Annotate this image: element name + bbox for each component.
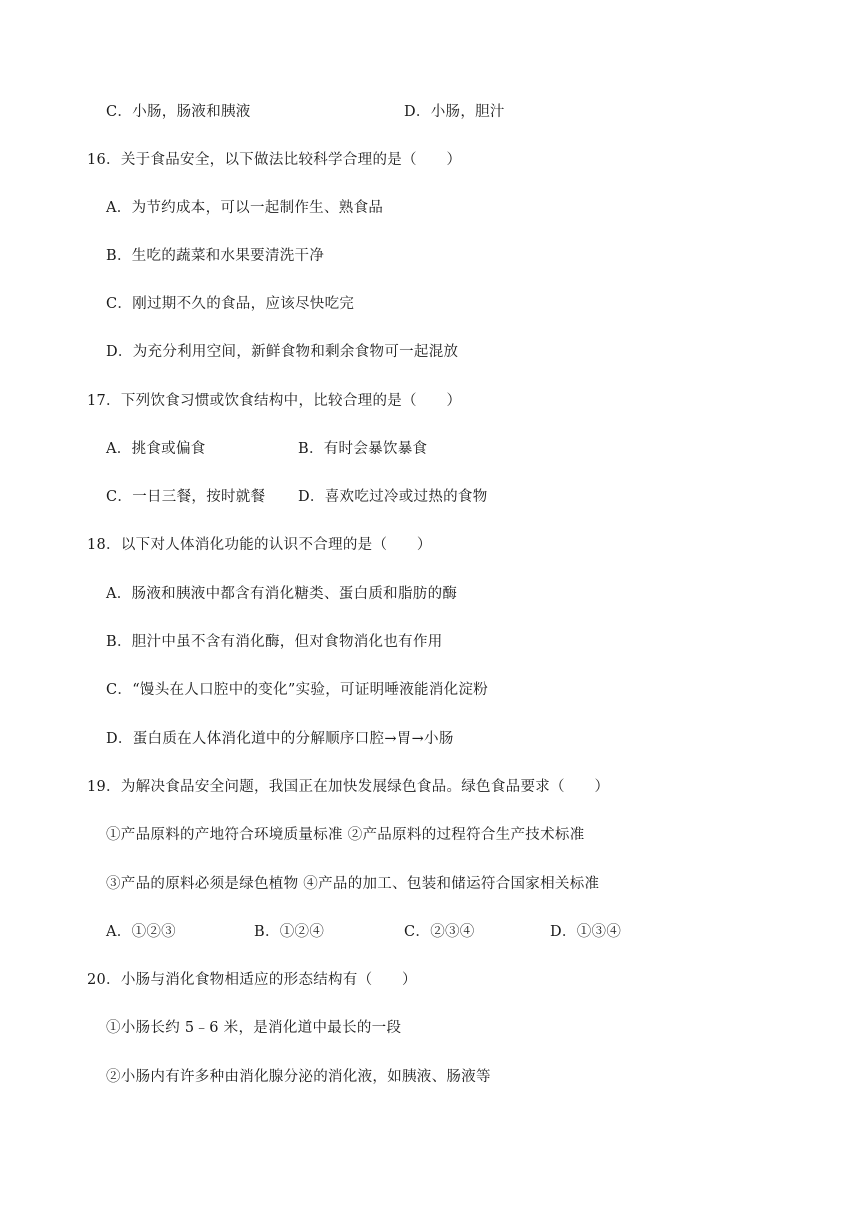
- q15-option-d: D．小肠，胆汁: [404, 104, 505, 120]
- q18-option-b: B．胆汁中虽不含有消化酶，但对食物消化也有作用: [106, 634, 443, 650]
- q19-statement-3-4: ③产品的原料必须是绿色植物 ④产品的加工、包装和储运符合国家相关标准: [106, 876, 600, 892]
- q20-stem: 20．小肠与消化食物相适应的形态结构有（ ）: [87, 972, 417, 988]
- q16-option-b: B．生吃的蔬菜和水果要清洗干净: [106, 248, 325, 264]
- q18-option-c: C．“馒头在人口腔中的变化”实验，可证明唾液能消化淀粉: [106, 682, 489, 698]
- q18-stem: 18．以下对人体消化功能的认识不合理的是（ ）: [87, 537, 432, 553]
- q19-option-b: B．①②④: [254, 924, 325, 940]
- q15-option-c: C．小肠，肠液和胰液: [106, 104, 251, 120]
- q16-option-d: D．为充分利用空间，新鲜食物和剩余食物可一起混放: [106, 344, 459, 360]
- q18-option-a: A．肠液和胰液中都含有消化糖类、蛋白质和脂肪的酶: [106, 586, 458, 602]
- q16-stem: 16．关于食品安全，以下做法比较科学合理的是（ ）: [87, 152, 462, 168]
- q16-option-c: C．刚过期不久的食品，应该尽快吃完: [106, 296, 355, 312]
- q18-option-d: D．蛋白质在人体消化道中的分解顺序口腔→胃→小肠: [106, 731, 454, 747]
- q17-option-b: B．有时会暴饮暴食: [298, 441, 428, 457]
- q16-option-a: A．为节约成本，可以一起制作生、熟食品: [106, 200, 384, 216]
- q19-option-a: A．①②③: [106, 924, 176, 940]
- q20-statement-1: ①小肠长约 5﹣6 米，是消化道中最长的一段: [106, 1020, 402, 1036]
- q19-statement-1-2: ①产品原料的产地符合环境质量标准 ②产品原料的过程符合生产技术标准: [106, 827, 585, 843]
- q17-stem: 17．下列饮食习惯或饮食结构中，比较合理的是（ ）: [87, 393, 462, 409]
- q17-option-d: D．喜欢吃过冷或过热的食物: [298, 489, 488, 505]
- q19-stem: 19．为解决食品安全问题，我国正在加快发展绿色食品。绿色食品要求（ ）: [87, 779, 610, 795]
- q19-option-c: C．②③④: [404, 924, 475, 940]
- q17-option-c: C．一日三餐，按时就餐: [106, 489, 266, 505]
- q20-statement-2: ②小肠内有许多种由消化腺分泌的消化液，如胰液、肠液等: [106, 1069, 491, 1085]
- q17-option-a: A．挑食或偏食: [106, 441, 206, 457]
- q19-option-d: D．①③④: [550, 924, 622, 940]
